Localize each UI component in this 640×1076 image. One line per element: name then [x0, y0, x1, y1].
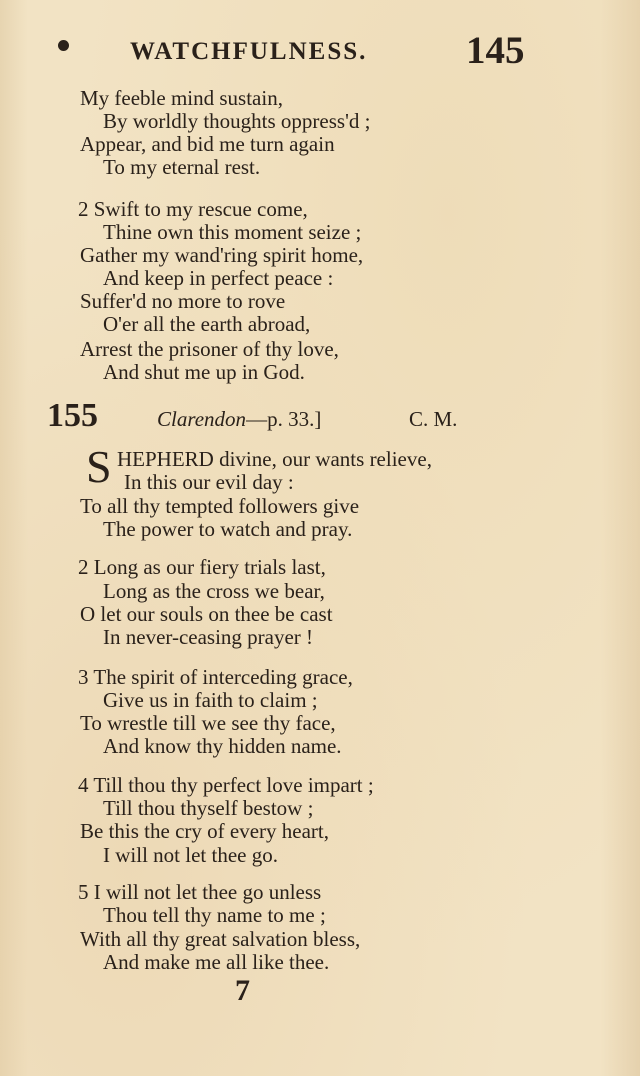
verse-line: And shut me up in God.	[103, 360, 305, 384]
verse-line: Arrest the prisoner of thy love,	[80, 337, 339, 361]
verse-line: And keep in perfect peace :	[103, 266, 334, 290]
verse-line: Thine own this moment seize ;	[103, 220, 362, 244]
verse-line: O let our souls on thee be cast	[80, 602, 333, 626]
verse-line: In never-ceasing prayer !	[103, 625, 314, 649]
verse-line: Thou tell thy name to me ;	[103, 903, 326, 927]
meter-label: C. M.	[409, 407, 458, 431]
verse-line: Be this the cry of every heart,	[80, 819, 329, 843]
verse-line: By worldly thoughts oppress'd ;	[103, 109, 371, 133]
verse-line: To my eternal rest.	[103, 155, 261, 179]
verse-line: My feeble mind sustain,	[80, 86, 283, 110]
page-number: 145	[466, 29, 525, 72]
tune-name: Clarendon	[157, 407, 247, 431]
verse-line: With all thy great salvation bless,	[80, 927, 361, 951]
verse-line: Gather my wand'ring spirit home,	[80, 243, 364, 267]
verse-line: 5 I will not let thee go unless	[78, 880, 322, 904]
drop-cap: S	[86, 441, 112, 492]
verse-line: To wrestle till we see thy face,	[80, 711, 336, 735]
verse-line: 2 Swift to my rescue come,	[78, 197, 308, 221]
verse-line: The power to watch and pray.	[103, 517, 353, 541]
verse-line: 4 Till thou thy perfect love impart ;	[78, 773, 374, 797]
signature-mark: 7	[235, 974, 250, 1007]
bullet-mark	[58, 40, 69, 51]
verse-line: Suffer'd no more to rove	[80, 289, 286, 313]
verse-line: I will not let thee go.	[103, 843, 278, 867]
verse-line: Long as the cross we bear,	[103, 579, 325, 603]
verse-line: In this our evil day :	[124, 470, 294, 494]
verse-line: Till thou thyself bestow ;	[103, 796, 314, 820]
verse-line: And know thy hidden name.	[103, 734, 342, 758]
verse-line: And make me all like thee.	[103, 950, 330, 974]
verse-line: To all thy tempted followers give	[80, 494, 360, 518]
hymn-number: 155	[47, 397, 98, 434]
verse-line: 3 The spirit of interceding grace,	[78, 665, 353, 689]
tune-reference	[157, 407, 321, 432]
verse-line: Give us in faith to claim ;	[103, 688, 318, 712]
verse-line: HEPHERD divine, our wants relieve,	[117, 447, 432, 471]
verse-line: Appear, and bid me turn again	[80, 132, 335, 156]
running-title: WATCHFULNESS.	[130, 38, 368, 65]
verse-line: O'er all the earth abroad,	[103, 312, 311, 336]
verse-line: 2 Long as our fiery trials last,	[78, 555, 326, 579]
tune-page-ref: —p. 33.]	[246, 407, 322, 431]
